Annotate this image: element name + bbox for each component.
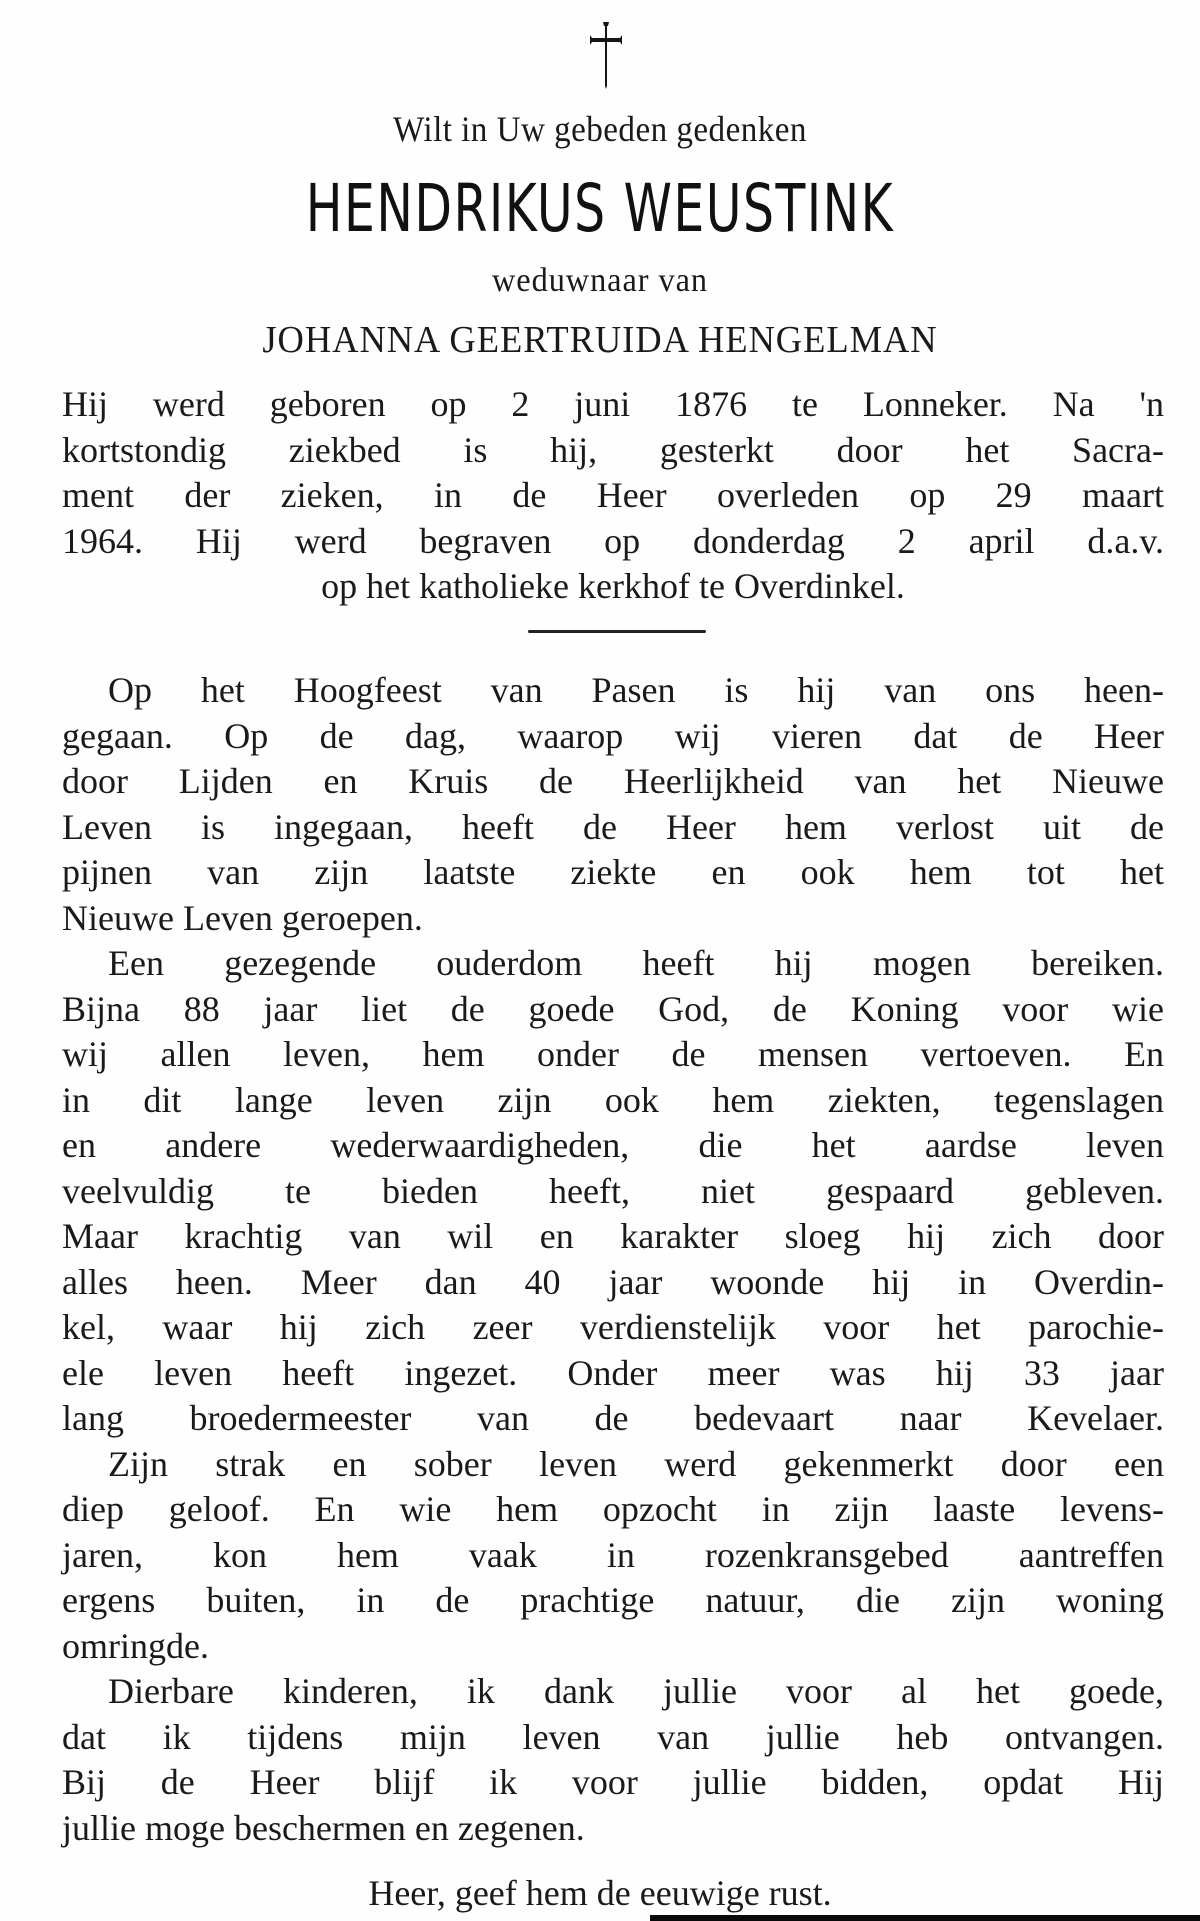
paragraph-line: Leven is ingegaan, heeft de Heer hem verlost uit de [62,806,1164,847]
paragraph-line: lang broedermeester van de bedevaart naar Kevelaer. [62,1398,1164,1438]
spouse-name: JOHANNA GEERTRUIDA HENGELMAN [262,319,938,361]
deceased-name: HENDRIKUS WEUSTINK [305,170,895,247]
memorial-text [62,668,1164,1851]
invocation-text: Wilt in Uw gebeden gedenken [393,109,807,149]
separator-rule [528,630,706,633]
paragraph-line: gegaan. Op de dag, waarop wij vieren dat de Heer [62,715,1164,756]
paragraph-line: diep geloof. En wie hem opzocht in zijn laaste levens- [62,1489,1164,1529]
paragraph-line: ergens buiten, in de prachtige natuur, die zijn woning [62,1580,1164,1620]
paragraph-line: Een gezegende ouderdom heeft hij mogen bereiken. [108,943,1164,983]
paragraph-line: Maar krachtig van wil en karakter sloeg hij zich door [62,1216,1164,1256]
biography-line: kortstondig ziekbed is hij, gesterkt door het Sacra- [62,429,1164,470]
paragraph-line: pijnen van zijn laatste ziekte en ook hem tot het [62,852,1164,892]
biography-line: 1964. Hij werd begraven op donderdag 2 april d.a.v. [62,520,1164,561]
paragraph-line: Bijna 88 jaar liet de goede God, de Koning voor wie [62,988,1164,1029]
paragraph-line: veelvuldig te bieden heeft, niet gespaard gebleven. [62,1170,1164,1211]
paragraph-line: wij allen leven, hem onder de mensen vertoeven. En [62,1034,1164,1074]
paragraph-line: jaren, kon hem vaak in rozenkransgebed aantreffen [62,1534,1164,1575]
biography-line: Hij werd geboren op 2 juni 1876 te Lonneker. Na 'n [62,384,1164,424]
paragraph-line: in dit lange leven zijn ook hem ziekten, tegenslagen [62,1079,1164,1120]
biography-line: op het katholieke kerkhof te Overdinkel. [321,566,905,606]
paragraph-line: jullie moge beschermen en zegenen. [62,1807,585,1848]
paragraph-line: Op het Hoogfeest van Pasen is hij van ons heen- [108,670,1164,710]
paragraph-line: alles heen. Meer dan 40 jaar woonde hij in Overdin- [62,1261,1164,1302]
paragraph-line: Zijn strak en sober leven werd gekenmerkt door een [108,1443,1164,1484]
paragraph-line: omringde. [62,1625,209,1666]
biography [62,382,1164,610]
paragraph-line: ele leven heeft ingezet. Onder meer was hij 33 jaar [62,1352,1164,1393]
closing-prayer: Heer, geef hem de eeuwige rust. [368,1873,832,1913]
paragraph-line: Nieuwe Leven geroepen. [62,897,423,938]
paragraph-line: door Lijden en Kruis de Heerlijkheid van het Nieuwe [62,761,1164,801]
paragraph-line: kel, waar hij zich zeer verdienstelijk voor het parochie- [62,1307,1164,1347]
scan-edge-border [650,1915,1200,1921]
biography-line: ment der zieken, in de Heer overleden op 29 maart [62,475,1164,515]
paragraph-line: Dierbare kinderen, ik dank jullie voor al het goede, [108,1671,1164,1711]
relation-text: weduwnaar van [492,262,708,299]
latin-cross-icon [586,20,626,90]
paragraph-line: dat ik tijdens mijn leven van jullie heb ontvangen. [62,1716,1164,1757]
paragraph-line: en andere wederwaardigheden, die het aardse leven [62,1125,1164,1165]
paragraph-line: Bij de Heer blijf ik voor jullie bidden, opdat Hij [62,1762,1164,1802]
